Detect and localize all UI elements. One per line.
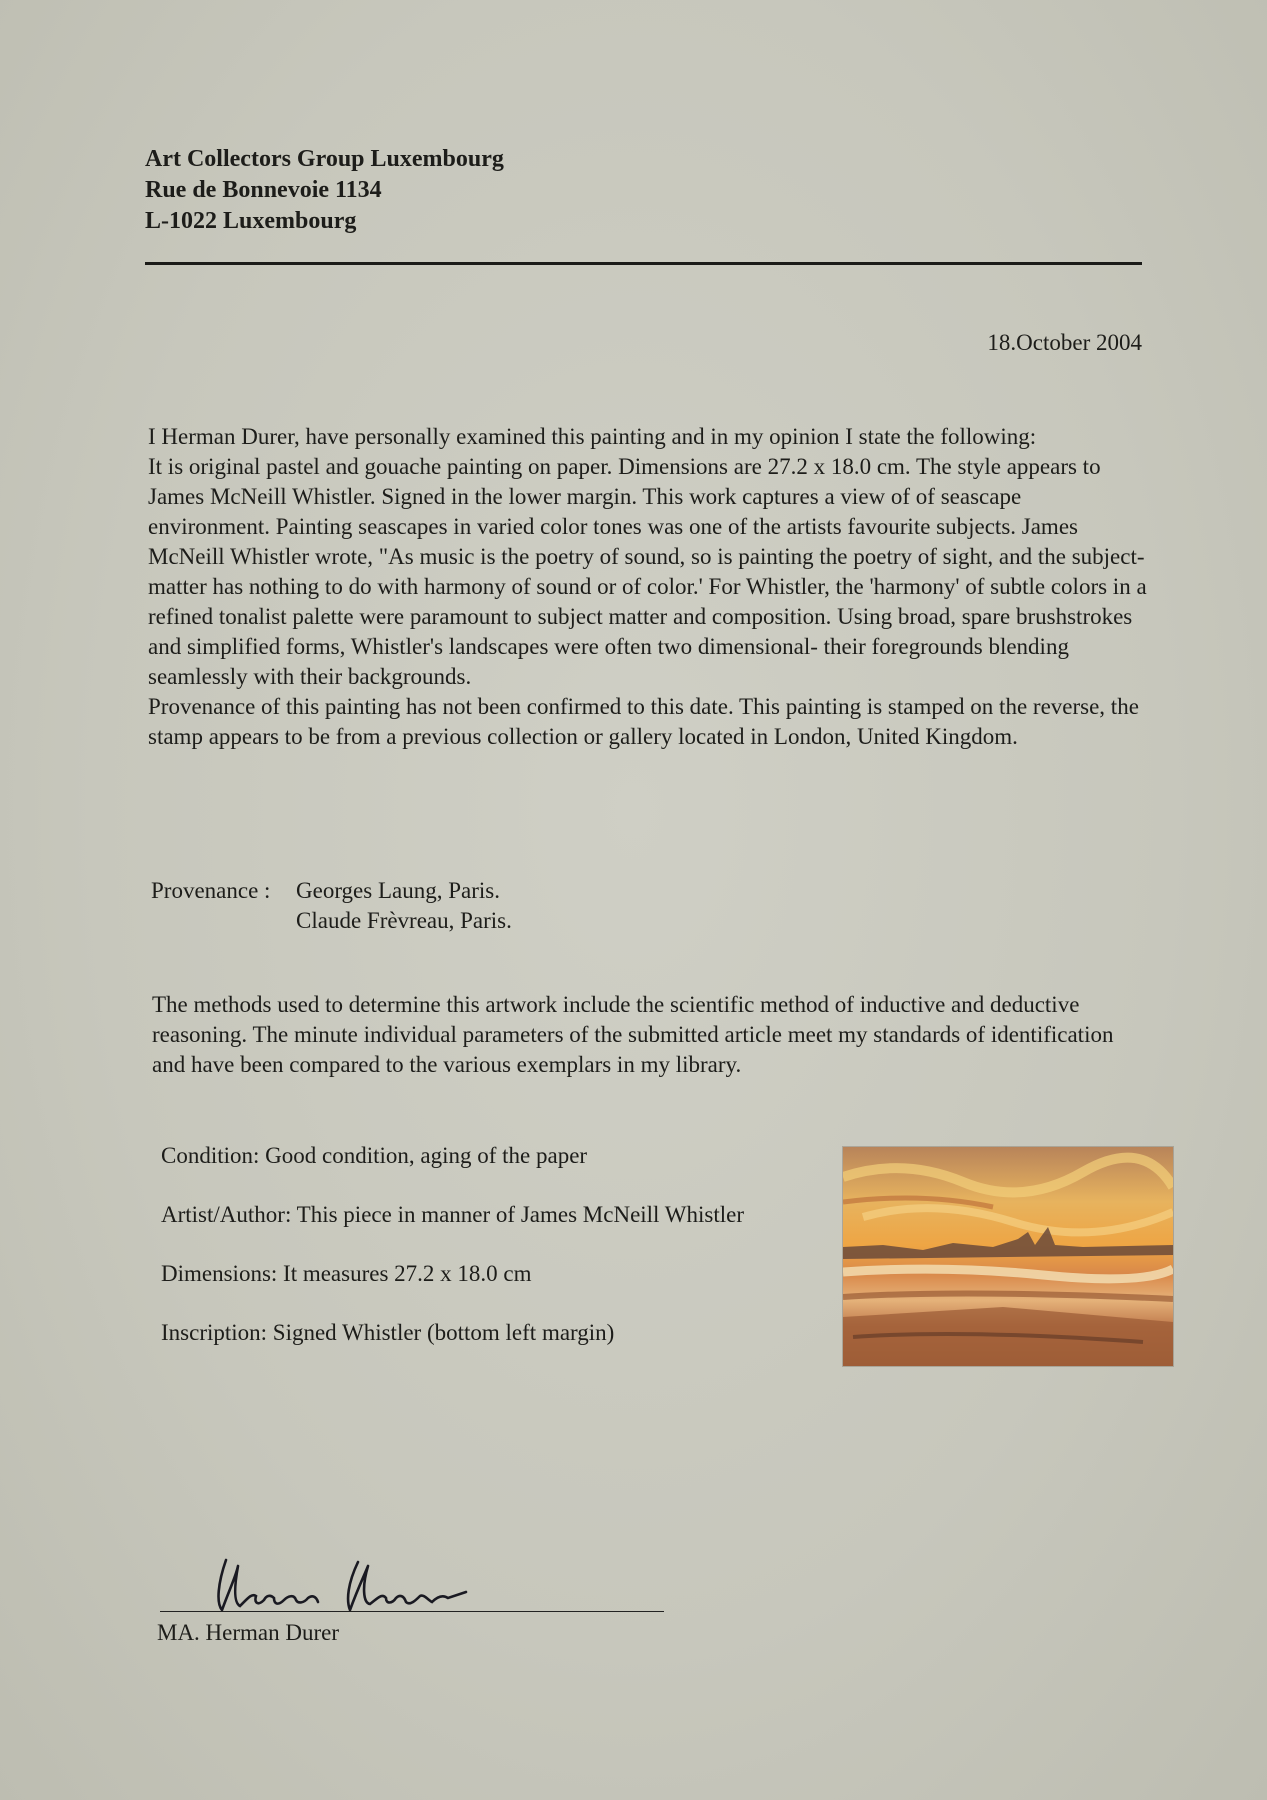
city-address: L-1022 Luxembourg <box>145 208 357 234</box>
signatory-name: MA. Herman Durer <box>157 1620 340 1645</box>
provenance-block <box>151 876 512 936</box>
statement-description: It is original pastel and gouache painting on paper. Dimensions are 27.2 x 18.0 cm. The style appears to James McNeill Whistler. Signed in the lower margin. This work captures a view of of seascape environment. Painting seascapes in varied color tones was one of the artists favourite subjects. James McNeill Whistler wrote, "As music is the poetry of sound, so is painting the poetry of sight, and the subject-matter has nothing to do with harmony of sound or of color.' For Whistler, the 'harmony' of subtle colors in a refined tonalist palette were paramount to subject matter and composition. Using broad, spare brushstrokes and simplified forms, Whistler's landscapes were often two dimensional- their foregrounds blending seamlessly with their backgrounds. <box>148 454 1147 689</box>
condition-line: Condition: Good condition, aging of the paper <box>161 1143 588 1168</box>
document-date: 18.October 2004 <box>987 330 1142 355</box>
provenance-entry: Georges Laung, Paris. <box>296 878 500 903</box>
provenance-entry: Claude Frèvreau, Paris. <box>296 908 512 933</box>
artist-line: Artist/Author: This piece in manner of James McNeill Whistler <box>161 1202 744 1227</box>
inscription-line: Inscription: Signed Whistler (bottom left margin) <box>161 1320 615 1345</box>
provenance-label: Provenance : <box>151 878 271 903</box>
statement-body <box>148 422 1148 752</box>
company-name: Art Collectors Group Luxembourg <box>145 146 504 172</box>
statement-provenance-note: Provenance of this painting has not been confirmed to this date. This painting is stamped on the reverse, the stamp appears to be from a previous collection or gallery located in London, United Kingdom. <box>148 694 1139 749</box>
painting-thumbnail <box>843 1147 1173 1366</box>
statement-intro: I Herman Durer, have personally examined this painting and in my opinion I state the following: <box>148 424 1037 449</box>
letterhead <box>145 144 504 237</box>
artwork-details <box>161 1143 744 1379</box>
signature-line <box>160 1611 664 1612</box>
street-address: Rue de Bonnevoie 1134 <box>145 177 382 203</box>
header-divider <box>145 262 1142 265</box>
dimensions-line: Dimensions: It measures 27.2 x 18.0 cm <box>161 1261 532 1286</box>
handwritten-signature <box>208 1548 498 1618</box>
methods-paragraph: The methods used to determine this artwork include the scientific method of inductive and deductive reasoning. The minute individual parameters of the submitted article meet my standards of identification and have been compared to the various exemplars in my library. <box>152 992 1114 1077</box>
